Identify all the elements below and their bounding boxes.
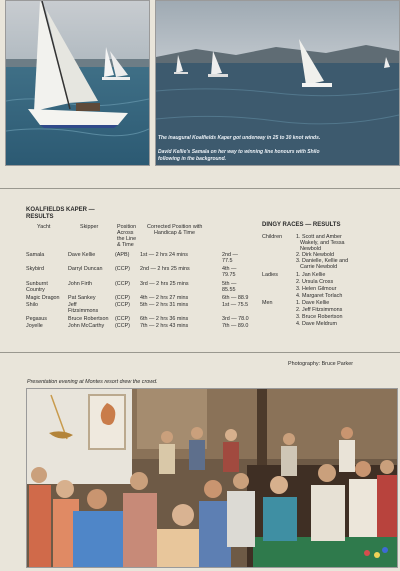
kaper-class: (CCP)	[115, 281, 130, 287]
dingy-ladies-entry: 3. Helen Gilmour	[296, 286, 337, 292]
kaper-class: (CCP)	[115, 266, 130, 272]
kaper-class: (APB)	[115, 252, 130, 258]
kaper-line-time: 3rd — 2 hrs 25 mins	[140, 281, 189, 287]
kaper-skipper: Pat Sankey	[68, 295, 96, 301]
dingy-ladies-label: Ladies	[262, 272, 278, 278]
dingy-children-entry: 2. Dirk Newbold	[296, 252, 335, 258]
photo-yachts-racing	[155, 0, 400, 166]
kaper-corrected: 2nd —	[222, 252, 238, 258]
kaper-line-time: 1st — 2 hrs 24 mins	[140, 252, 188, 258]
dingy-men-entry: 3. Bruce Robertson	[296, 314, 343, 320]
kaper-line-time: 4th — 2 hrs 27 mins	[140, 295, 189, 301]
kaper-skipper: Bruce Robertson	[68, 316, 109, 322]
kaper-title-line1: KOALFIELDS KAPER —	[26, 207, 95, 213]
dingy-children-entry: Wakely, and Tessa	[300, 240, 345, 246]
kaper-corrected: 1st — 75.5	[222, 302, 249, 308]
kaper-corrected: 6th — 88.9	[222, 295, 249, 301]
photo-caption-kaper: The inaugural Koalfields Kaper got underway in 25 to 30 knot winds.	[158, 135, 321, 141]
dingy-men-entry: 4. Dave Meldrum	[296, 321, 338, 327]
header-position-1: Position	[117, 224, 137, 230]
header-corrected-2: Handicap & Time	[154, 230, 196, 236]
dingy-men-entry: 2. Jeff Fitzsimmons	[296, 307, 343, 313]
kaper-class: (CCP)	[115, 295, 130, 301]
kaper-class: (CCP)	[115, 323, 130, 329]
kaper-yacht: Pegasus	[26, 316, 47, 322]
kaper-yacht: Joyelle	[26, 323, 43, 329]
kaper-yacht: Sunburnt	[26, 281, 48, 287]
kaper-corrected: 7th — 89.0	[222, 323, 249, 329]
dingy-men-label: Men	[262, 300, 273, 306]
kaper-yacht-cont: Country	[26, 287, 45, 293]
kaper-title-line2: RESULTS	[26, 214, 54, 220]
kaper-corrected-score: 79.75	[222, 272, 236, 278]
kaper-yacht: Samala	[26, 252, 45, 258]
kaper-corrected-score: 77.5	[222, 258, 233, 264]
kaper-class: (CCP)	[115, 316, 130, 322]
dingy-title: DINGY RACES — RESULTS	[262, 222, 341, 228]
dingy-children-label: Children	[262, 234, 283, 240]
kaper-class: (CCP)	[115, 302, 130, 308]
kaper-skipper-cont: Fitzsimmons	[68, 308, 99, 314]
photo-caption-samala-2: following in the background.	[158, 156, 227, 162]
header-yacht: Yacht	[37, 224, 51, 230]
header-skipper: Skipper	[80, 224, 99, 230]
dingy-ladies-entry: 2. Ursula Cross	[296, 279, 334, 285]
dingy-ladies-entry: 1. Jan Kellie	[296, 272, 326, 278]
kaper-yacht: Magic Dragon	[26, 295, 60, 301]
kaper-line-time: 7th — 2 hrs 43 mins	[140, 323, 189, 329]
photo-credit: Photography: Bruce Parker	[288, 361, 354, 367]
divider-bottom	[0, 352, 400, 353]
dingy-children-entry: Newbold	[300, 246, 321, 252]
kaper-skipper: Jeff	[68, 302, 77, 308]
kaper-skipper: Darryl Duncan	[68, 266, 103, 272]
dingy-children-entry: 1. Scott and Amber	[296, 234, 342, 240]
dingy-men-entry: 1. Dave Kellie	[296, 300, 330, 306]
dingy-ladies-entry: 4. Margaret Torlach	[296, 293, 343, 299]
photo-yacht-close	[5, 0, 150, 166]
divider-top	[0, 188, 400, 189]
kaper-corrected: 3rd — 78.0	[222, 316, 249, 322]
photo-caption-samala-1: David Kellie's Samala on her way to winning line honours with Shilo	[158, 149, 320, 155]
kaper-skipper: Dave Kellie	[68, 252, 96, 258]
kaper-line-time: 5th — 2 hrs 31 mins	[140, 302, 189, 308]
kaper-line-time: 6th — 2 hrs 36 mins	[140, 316, 189, 322]
kaper-yacht: Skybird	[26, 266, 44, 272]
kaper-corrected: 4th —	[222, 266, 237, 272]
kaper-yacht: Shilo	[26, 302, 38, 308]
header-position-4: & Time	[117, 242, 134, 248]
kaper-corrected: 5th —	[222, 281, 237, 287]
header-corrected-1: Corrected Position with	[147, 224, 203, 230]
photo-presentation-evening	[26, 388, 398, 568]
kaper-corrected-score: 85.55	[222, 287, 236, 293]
dingy-children-entry: 3. Danielle, Kellie and	[296, 258, 349, 264]
kaper-line-time: 2nd — 2 hrs 25 mins	[140, 266, 190, 272]
header-position-3: the Line	[117, 236, 137, 242]
kaper-skipper: John Firth	[68, 281, 92, 287]
bottom-caption: Presentation evening at Montes resort drew the crowd.	[27, 379, 158, 385]
dingy-children-entry: Carrie Newbold	[300, 264, 338, 270]
kaper-skipper: John McCarthy	[68, 323, 105, 329]
header-position-2: Across	[117, 230, 134, 236]
